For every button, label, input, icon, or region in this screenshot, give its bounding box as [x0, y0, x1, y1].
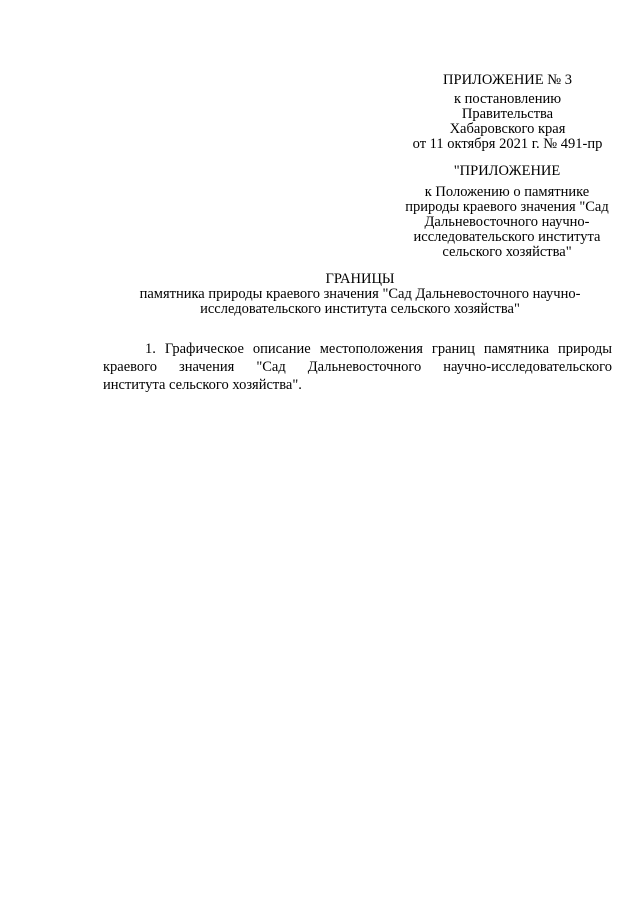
section-subheading-line: памятника природы краевого значения "Сад Дальневосточного научно- — [139, 286, 581, 302]
section-heading: ГРАНИЦЫ — [325, 271, 395, 287]
inner-appendix — [392, 164, 622, 260]
inner-appendix-line: Дальневосточного научно- — [424, 214, 590, 230]
resolution-line: к постановлению — [453, 91, 562, 107]
paragraph-line: института сельского хозяйства". — [103, 377, 302, 393]
resolution-line: Правительства — [461, 106, 554, 122]
appendix-header — [400, 73, 615, 152]
resolution-date-line: от 11 октября 2021 г. № 491-пр — [412, 136, 603, 152]
inner-appendix-title: "ПРИЛОЖЕНИЕ — [453, 163, 561, 179]
paragraph-line: краевого значения "Сад Дальневосточного научно-исследовательского — [103, 359, 612, 375]
resolution-line: Хабаровского края — [449, 121, 566, 137]
section-heading-block — [90, 272, 630, 317]
paragraph-line: 1. Графическое описание местоположения границ памятника природы — [145, 341, 612, 357]
inner-appendix-line: сельского хозяйства" — [442, 244, 572, 260]
body-paragraph — [103, 340, 612, 394]
inner-appendix-line: исследовательского института — [413, 229, 601, 245]
inner-appendix-line: к Положению о памятнике — [424, 184, 590, 200]
section-subheading-line: исследовательского института сельского хозяйства" — [200, 301, 520, 317]
inner-appendix-line: природы краевого значения "Сад — [405, 199, 609, 215]
appendix-number: ПРИЛОЖЕНИЕ № 3 — [443, 72, 572, 88]
